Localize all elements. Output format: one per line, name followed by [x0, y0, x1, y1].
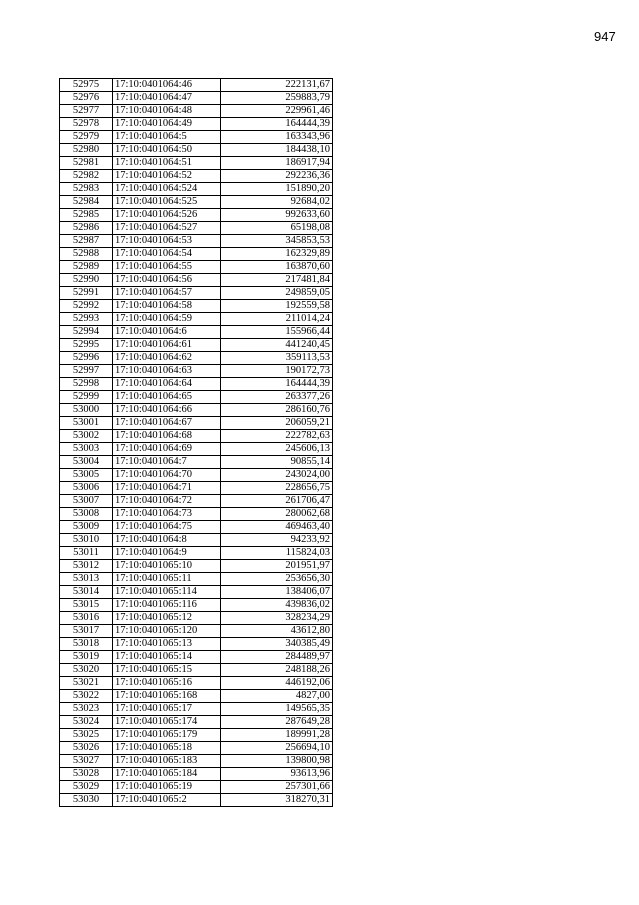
value-cell: 190172,73 [221, 365, 333, 378]
row-number-cell: 52989 [60, 261, 113, 274]
value-cell: 149565,35 [221, 703, 333, 716]
cadastral-number-cell: 17:10:0401064:49 [113, 118, 221, 131]
value-cell: 65198,08 [221, 222, 333, 235]
value-cell: 249859,05 [221, 287, 333, 300]
row-number-cell: 52994 [60, 326, 113, 339]
value-cell: 286160,76 [221, 404, 333, 417]
row-number-cell: 53002 [60, 430, 113, 443]
value-cell: 263377,26 [221, 391, 333, 404]
table-row [60, 235, 333, 248]
row-number-cell: 52988 [60, 248, 113, 261]
row-number-cell: 53000 [60, 404, 113, 417]
value-cell: 93613,96 [221, 768, 333, 781]
table-body [60, 79, 333, 807]
value-cell: 446192,06 [221, 677, 333, 690]
value-cell: 439836,02 [221, 599, 333, 612]
value-cell: 284489,97 [221, 651, 333, 664]
cadastral-number-cell: 17:10:0401065:2 [113, 794, 221, 807]
table-row [60, 326, 333, 339]
row-number-cell: 52979 [60, 131, 113, 144]
cadastral-number-cell: 17:10:0401064:54 [113, 248, 221, 261]
table-row [60, 391, 333, 404]
cadastral-number-cell: 17:10:0401064:9 [113, 547, 221, 560]
value-cell: 163343,96 [221, 131, 333, 144]
row-number-cell: 52984 [60, 196, 113, 209]
table-row [60, 352, 333, 365]
cadastral-number-cell: 17:10:0401064:55 [113, 261, 221, 274]
cadastral-number-cell: 17:10:0401064:53 [113, 235, 221, 248]
cadastral-number-cell: 17:10:0401064:71 [113, 482, 221, 495]
value-cell: 43612,80 [221, 625, 333, 638]
table-row [60, 482, 333, 495]
row-number-cell: 53030 [60, 794, 113, 807]
cadastral-number-cell: 17:10:0401065:11 [113, 573, 221, 586]
value-cell: 222131,67 [221, 79, 333, 92]
cadastral-number-cell: 17:10:0401065:17 [113, 703, 221, 716]
value-cell: 206059,21 [221, 417, 333, 430]
value-cell: 256694,10 [221, 742, 333, 755]
row-number-cell: 52999 [60, 391, 113, 404]
value-cell: 138406,07 [221, 586, 333, 599]
cadastral-number-cell: 17:10:0401064:70 [113, 469, 221, 482]
table-row [60, 755, 333, 768]
row-number-cell: 52980 [60, 144, 113, 157]
cadastral-number-cell: 17:10:0401065:12 [113, 612, 221, 625]
row-number-cell: 52998 [60, 378, 113, 391]
table-row [60, 170, 333, 183]
cadastral-number-cell: 17:10:0401064:75 [113, 521, 221, 534]
cadastral-number-cell: 17:10:0401064:72 [113, 495, 221, 508]
table-row [60, 378, 333, 391]
value-cell: 164444,39 [221, 378, 333, 391]
value-cell: 328234,29 [221, 612, 333, 625]
table-row [60, 404, 333, 417]
cadastral-number-cell: 17:10:0401064:7 [113, 456, 221, 469]
row-number-cell: 53027 [60, 755, 113, 768]
table-row [60, 417, 333, 430]
cadastral-number-cell: 17:10:0401064:46 [113, 79, 221, 92]
table-row [60, 638, 333, 651]
value-cell: 257301,66 [221, 781, 333, 794]
value-cell: 151890,20 [221, 183, 333, 196]
value-cell: 261706,47 [221, 495, 333, 508]
row-number-cell: 52993 [60, 313, 113, 326]
row-number-cell: 52978 [60, 118, 113, 131]
row-number-cell: 53013 [60, 573, 113, 586]
row-number-cell: 52981 [60, 157, 113, 170]
value-cell: 243024,00 [221, 469, 333, 482]
table-row [60, 573, 333, 586]
row-number-cell: 53008 [60, 508, 113, 521]
row-number-cell: 52997 [60, 365, 113, 378]
row-number-cell: 52976 [60, 92, 113, 105]
cadastral-number-cell: 17:10:0401064:59 [113, 313, 221, 326]
row-number-cell: 52987 [60, 235, 113, 248]
row-number-cell: 52985 [60, 209, 113, 222]
page-number: 947 [594, 29, 616, 44]
value-cell: 139800,98 [221, 755, 333, 768]
table-row [60, 144, 333, 157]
value-cell: 4827,00 [221, 690, 333, 703]
row-number-cell: 52986 [60, 222, 113, 235]
table-row [60, 651, 333, 664]
value-cell: 245606,13 [221, 443, 333, 456]
cadastral-number-cell: 17:10:0401064:50 [113, 144, 221, 157]
table-row [60, 703, 333, 716]
cadastral-number-cell: 17:10:0401065:14 [113, 651, 221, 664]
row-number-cell: 53004 [60, 456, 113, 469]
cadastral-number-cell: 17:10:0401065:183 [113, 755, 221, 768]
value-cell: 92684,02 [221, 196, 333, 209]
cadastral-number-cell: 17:10:0401064:524 [113, 183, 221, 196]
cadastral-number-cell: 17:10:0401064:526 [113, 209, 221, 222]
table-row [60, 339, 333, 352]
value-cell: 253656,30 [221, 573, 333, 586]
cadastral-number-cell: 17:10:0401064:63 [113, 365, 221, 378]
value-cell: 292236,36 [221, 170, 333, 183]
table-row [60, 300, 333, 313]
table-row [60, 742, 333, 755]
row-number-cell: 52992 [60, 300, 113, 313]
cadastral-number-cell: 17:10:0401065:19 [113, 781, 221, 794]
cadastral-number-cell: 17:10:0401065:184 [113, 768, 221, 781]
cadastral-number-cell: 17:10:0401065:116 [113, 599, 221, 612]
table-row [60, 118, 333, 131]
table-row [60, 430, 333, 443]
row-number-cell: 53019 [60, 651, 113, 664]
row-number-cell: 52995 [60, 339, 113, 352]
table-row [60, 690, 333, 703]
value-cell: 345853,53 [221, 235, 333, 248]
table-row [60, 508, 333, 521]
value-cell: 287649,28 [221, 716, 333, 729]
table-row [60, 261, 333, 274]
cadastral-number-cell: 17:10:0401064:73 [113, 508, 221, 521]
table-row [60, 365, 333, 378]
cadastral-number-cell: 17:10:0401065:15 [113, 664, 221, 677]
table-row [60, 794, 333, 807]
value-cell: 94233,92 [221, 534, 333, 547]
table-row [60, 105, 333, 118]
value-cell: 162329,89 [221, 248, 333, 261]
cadastral-number-cell: 17:10:0401065:168 [113, 690, 221, 703]
row-number-cell: 53006 [60, 482, 113, 495]
value-cell: 201951,97 [221, 560, 333, 573]
cadastral-number-cell: 17:10:0401064:57 [113, 287, 221, 300]
table-row [60, 248, 333, 261]
table-row [60, 560, 333, 573]
cadastral-number-cell: 17:10:0401064:47 [113, 92, 221, 105]
cadastral-number-cell: 17:10:0401065:114 [113, 586, 221, 599]
value-cell: 163870,60 [221, 261, 333, 274]
value-cell: 189991,28 [221, 729, 333, 742]
table-row [60, 716, 333, 729]
row-number-cell: 53017 [60, 625, 113, 638]
cadastral-number-cell: 17:10:0401064:58 [113, 300, 221, 313]
cadastral-number-cell: 17:10:0401065:174 [113, 716, 221, 729]
row-number-cell: 53020 [60, 664, 113, 677]
table-row [60, 287, 333, 300]
table-row [60, 456, 333, 469]
value-cell: 155966,44 [221, 326, 333, 339]
table-row [60, 729, 333, 742]
table-row [60, 547, 333, 560]
row-number-cell: 53021 [60, 677, 113, 690]
row-number-cell: 53015 [60, 599, 113, 612]
table-row [60, 781, 333, 794]
table-row [60, 313, 333, 326]
value-cell: 259883,79 [221, 92, 333, 105]
table-row [60, 521, 333, 534]
row-number-cell: 53018 [60, 638, 113, 651]
row-number-cell: 53010 [60, 534, 113, 547]
table-row [60, 92, 333, 105]
table-row [60, 274, 333, 287]
row-number-cell: 52990 [60, 274, 113, 287]
row-number-cell: 53024 [60, 716, 113, 729]
cadastral-number-cell: 17:10:0401064:65 [113, 391, 221, 404]
value-cell: 441240,45 [221, 339, 333, 352]
cadastral-number-cell: 17:10:0401064:66 [113, 404, 221, 417]
row-number-cell: 53003 [60, 443, 113, 456]
row-number-cell: 52977 [60, 105, 113, 118]
row-number-cell: 53025 [60, 729, 113, 742]
table-row [60, 612, 333, 625]
row-number-cell: 53005 [60, 469, 113, 482]
table-row [60, 677, 333, 690]
table-row [60, 209, 333, 222]
table-row [60, 443, 333, 456]
value-cell: 248188,26 [221, 664, 333, 677]
value-cell: 469463,40 [221, 521, 333, 534]
cadastral-number-cell: 17:10:0401065:13 [113, 638, 221, 651]
table-row [60, 469, 333, 482]
cadastral-number-cell: 17:10:0401064:61 [113, 339, 221, 352]
table-row [60, 495, 333, 508]
table-row [60, 625, 333, 638]
cadastral-number-cell: 17:10:0401065:179 [113, 729, 221, 742]
table-row [60, 599, 333, 612]
value-cell: 217481,84 [221, 274, 333, 287]
value-cell: 184438,10 [221, 144, 333, 157]
cadastral-number-cell: 17:10:0401064:8 [113, 534, 221, 547]
table-row [60, 222, 333, 235]
value-cell: 229961,46 [221, 105, 333, 118]
value-cell: 211014,24 [221, 313, 333, 326]
cadastral-number-cell: 17:10:0401064:527 [113, 222, 221, 235]
cadastral-number-cell: 17:10:0401064:62 [113, 352, 221, 365]
cadastral-number-cell: 17:10:0401064:64 [113, 378, 221, 391]
cadastral-number-cell: 17:10:0401065:120 [113, 625, 221, 638]
row-number-cell: 53007 [60, 495, 113, 508]
row-number-cell: 53029 [60, 781, 113, 794]
cadastral-number-cell: 17:10:0401064:69 [113, 443, 221, 456]
cadastral-number-cell: 17:10:0401064:68 [113, 430, 221, 443]
cadastral-number-cell: 17:10:0401064:56 [113, 274, 221, 287]
row-number-cell: 53016 [60, 612, 113, 625]
cadastral-number-cell: 17:10:0401064:5 [113, 131, 221, 144]
value-cell: 186917,94 [221, 157, 333, 170]
row-number-cell: 52983 [60, 183, 113, 196]
row-number-cell: 53014 [60, 586, 113, 599]
table-row [60, 196, 333, 209]
value-cell: 340385,49 [221, 638, 333, 651]
table-row [60, 183, 333, 196]
row-number-cell: 53022 [60, 690, 113, 703]
row-number-cell: 52982 [60, 170, 113, 183]
table-row [60, 131, 333, 144]
table-row [60, 768, 333, 781]
row-number-cell: 53009 [60, 521, 113, 534]
row-number-cell: 53011 [60, 547, 113, 560]
value-cell: 280062,68 [221, 508, 333, 521]
value-cell: 228656,75 [221, 482, 333, 495]
table-row [60, 79, 333, 92]
cadastral-number-cell: 17:10:0401065:18 [113, 742, 221, 755]
value-cell: 359113,53 [221, 352, 333, 365]
data-table [59, 78, 333, 807]
cadastral-number-cell: 17:10:0401065:10 [113, 560, 221, 573]
value-cell: 192559,58 [221, 300, 333, 313]
value-cell: 115824,03 [221, 547, 333, 560]
value-cell: 318270,31 [221, 794, 333, 807]
cadastral-number-cell: 17:10:0401064:48 [113, 105, 221, 118]
row-number-cell: 53001 [60, 417, 113, 430]
row-number-cell: 53012 [60, 560, 113, 573]
value-cell: 222782,63 [221, 430, 333, 443]
row-number-cell: 53028 [60, 768, 113, 781]
table-row [60, 534, 333, 547]
cadastral-number-cell: 17:10:0401064:6 [113, 326, 221, 339]
table-row [60, 586, 333, 599]
value-cell: 992633,60 [221, 209, 333, 222]
cadastral-number-cell: 17:10:0401064:67 [113, 417, 221, 430]
table-row [60, 664, 333, 677]
row-number-cell: 52991 [60, 287, 113, 300]
table-row [60, 157, 333, 170]
row-number-cell: 53026 [60, 742, 113, 755]
value-cell: 164444,39 [221, 118, 333, 131]
cadastral-number-cell: 17:10:0401064:525 [113, 196, 221, 209]
row-number-cell: 52996 [60, 352, 113, 365]
cadastral-number-cell: 17:10:0401064:51 [113, 157, 221, 170]
row-number-cell: 52975 [60, 79, 113, 92]
cadastral-number-cell: 17:10:0401064:52 [113, 170, 221, 183]
cadastral-number-cell: 17:10:0401065:16 [113, 677, 221, 690]
value-cell: 90855,14 [221, 456, 333, 469]
row-number-cell: 53023 [60, 703, 113, 716]
